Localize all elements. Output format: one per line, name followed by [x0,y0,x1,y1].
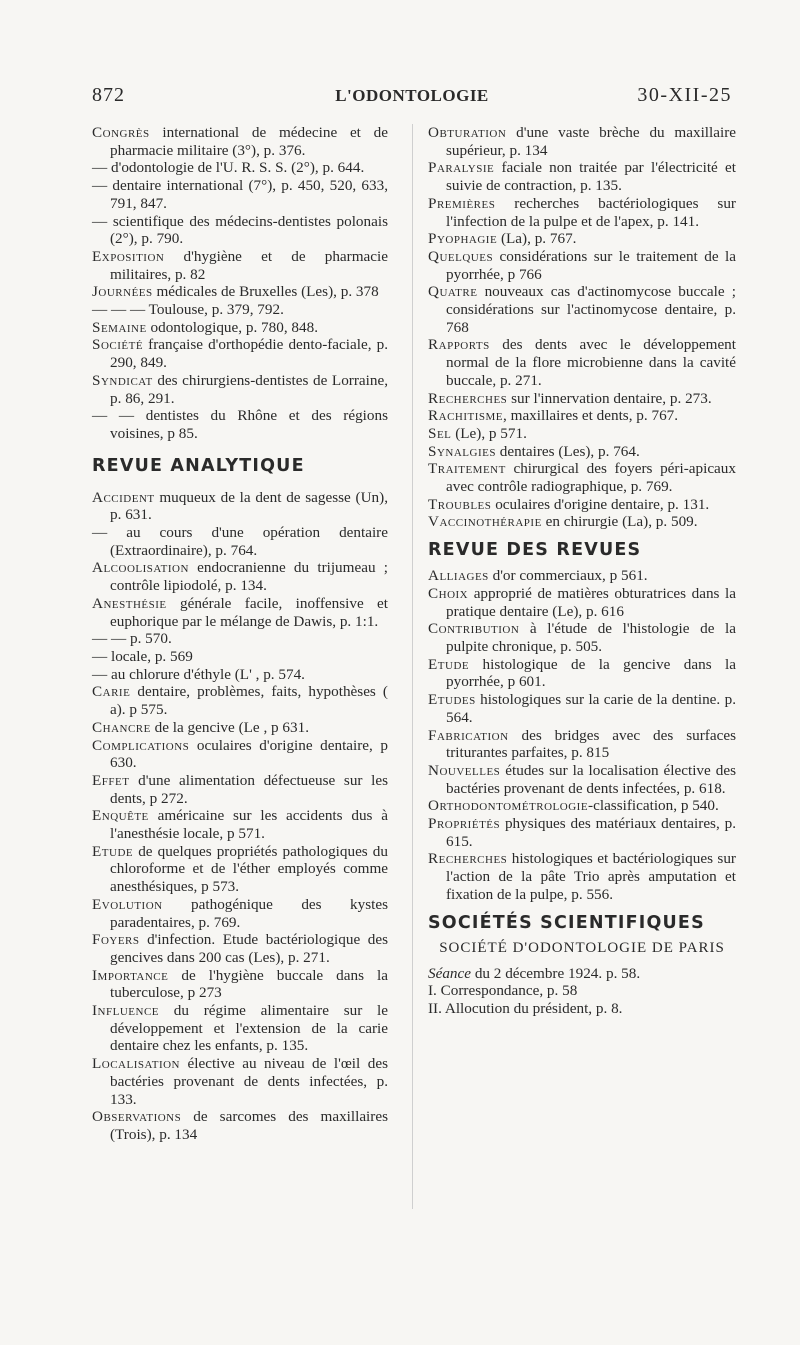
entry-keyword: Orthodontométrologie [428,797,589,815]
index-entry [428,159,736,194]
entry-text: française d'orthopédie dento-faciale, p. 290, 849. [110,336,388,372]
entry-keyword: Semaine [92,318,147,336]
entry-keyword: Chancre [92,718,151,736]
column-divider [412,124,413,1209]
entry-text: international de médecine et de pharmacie militaire (3°), p. 376. [110,124,388,159]
entry-keyword: Evolution [92,895,163,913]
index-list-revue-analytique [92,489,388,1144]
entry-text: de l'hygiène buccale dans la tuberculose, p 273 [110,966,388,1002]
entry-keyword: Traitement [428,460,506,478]
index-entry [92,301,388,319]
entry-text: d'hygiène et de pharmacie militaires, p. 82 [110,247,388,283]
index-entry [92,213,388,248]
entry-keyword: Carie [92,683,131,701]
entry-text: (La), p. 767. [497,230,577,248]
index-entry [428,656,736,691]
entry-keyword: Syndicat [92,371,153,389]
index-entry [428,248,736,283]
entry-keyword: Synalgies [428,442,496,460]
entry-keyword: Contribution [428,620,520,638]
index-entry [92,931,388,966]
entry-text: endocranienne du trijumeau ; contrôle lipiodolé, p. 134. [110,559,388,595]
entry-text: II. Allocution du président, p. 8. [428,999,623,1017]
entry-keyword: Société [92,336,144,354]
entry-text: d'or commerciaux, p 561. [488,567,648,585]
entry-text: physiques des matériaux dentaires, p. 615. [446,815,736,850]
entry-text: des chirurgiens-dentistes de Lorraine, p. 86, 291. [110,371,388,407]
entry-keyword: Pyophagie [428,230,498,248]
seance-line [428,965,736,983]
entry-keyword: Choix [428,584,469,602]
entry-keyword: Rachitisme [428,407,504,425]
entry-text: muqueux de la dent de sagesse (Un), p. 631. [110,488,388,524]
index-entry [92,407,388,442]
entry-text: -classification, p 540. [588,797,719,815]
entry-keyword: Effet [92,771,130,789]
entry-text: élective au niveau de l'œil des bactéries provenant de dents infectées, p. 133. [110,1055,388,1108]
entry-text: chirurgical des foyers péri-apicaux avec contrôle radiographique, p. 769. [446,460,736,496]
entry-text: — — — Toulouse, p. 379, 792. [92,301,284,319]
entry-text: histologique de la gencive dans la pyorrhée, p 601. [446,655,736,691]
entry-text: études sur la localisation élective des bactéries provenant de dents infectées, p. 618. [446,761,736,797]
entry-keyword: Alcoolisation [92,559,189,577]
journal-title: L'ODONTOLOGIE [335,86,489,105]
index-entry [92,248,388,283]
entry-text: pathogénique des kystes paradentaires, p. 769. [110,895,388,931]
index-entry [92,595,388,630]
entry-text: de la gencive (Le , p 631. [150,718,310,736]
entry-text: I. Correspondance, p. 58 [428,982,578,1000]
running-header [92,84,732,114]
entry-keyword: Troubles [428,495,492,513]
entry-keyword: Enquête [92,807,149,825]
entry-text: en chirurgie (La), p. 509. [541,513,698,531]
entry-keyword: Etudes [428,691,476,709]
index-entry [92,648,388,666]
entry-text: oculaires d'origine dentaire, p. 131. [491,495,710,513]
index-entry [428,283,736,336]
index-entry [428,230,736,248]
entry-keyword: Quatre [428,283,478,301]
index-entry [428,762,736,797]
entry-keyword: Localisation [92,1055,180,1073]
index-list-revue-analytique-cont [428,124,736,531]
index-entry [92,159,388,177]
entry-text: approprié de matières obturatrices dans la pratique dentaire (Le), p. 616 [446,584,736,620]
index-entry [428,124,736,159]
entry-text: oculaires d'origine dentaire, p 630. [110,736,388,772]
entry-text: — d'odontologie de l'U. R. S. S. (2°), p. 644. [92,159,365,177]
entry-keyword: Accident [92,488,155,506]
entry-text: à l'étude de l'histologie de la pulpite chronique, p. 505. [446,620,736,655]
entry-keyword: Recherches [428,850,508,868]
index-entry [428,850,736,903]
section-title-revue-des-revues: REVUE DES REVUES [428,540,642,561]
entry-keyword: Sel [428,424,452,442]
index-entry [92,336,388,371]
entry-text: des dents avec le développement normal de la flore microbienne dans la cavité buccale, p. 271. [446,336,736,389]
left-column [92,124,388,1144]
index-entry [92,807,388,842]
index-entry [428,443,736,461]
entry-text: sur l'innervation dentaire, p. 273. [507,389,712,407]
entry-text: américaine sur les accidents dus à l'anesthésie locale, p 571. [110,807,388,843]
entry-keyword: Quelques [428,247,494,265]
entry-text: faciale non traitée par l'électricité et suivie de contraction, p. 135. [446,159,736,195]
page-number: 872 [92,84,125,106]
entry-keyword: Foyers [92,931,140,949]
index-entry [428,336,736,389]
entry-keyword: Journées [92,283,153,301]
entry-keyword: Congrès [92,124,150,141]
index-entry [428,815,736,850]
entry-keyword: Premières [428,194,496,212]
index-entry [428,797,736,815]
index-entry [92,1002,388,1055]
entry-text: d'une vaste brèche du maxillaire supérieur, p. 134 [446,124,736,159]
index-entry [92,489,388,524]
index-entry [92,772,388,807]
index-entry [428,727,736,762]
index-entry [92,666,388,684]
entry-text: — — p. 570. [92,630,172,648]
index-entry [92,630,388,648]
section-title-revue-analytique: REVUE ANALYTIQUE [92,455,305,476]
entry-keyword: Nouvelles [428,761,501,779]
entry-keyword: Paralysie [428,159,495,177]
society-subheading: SOCIÉTÉ D'ODONTOLOGIE DE PARIS [439,939,725,956]
index-entry [428,567,736,585]
entry-keyword: Rapports [428,336,490,354]
entry-text: , maxillaires et dents, p. 767. [503,407,679,425]
index-entry [428,407,736,425]
entry-text: de quelques propriétés pathologiques du chloroforme et de l'éther employés comme anesthésiques, p 573. [110,842,388,896]
index-entry [92,1108,388,1143]
entry-text: — scientifique des médecins-dentistes polonais (2°), p. 790. [92,212,388,248]
entry-text: odontologique, p. 780, 848. [146,318,318,336]
entry-text: d'une alimentation défectueuse sur les dents, p 272. [110,771,388,807]
entry-text: — — dentistes du Rhône et des régions voisines, p 85. [92,407,388,442]
entry-keyword: Vaccinothérapie [428,513,542,531]
index-entry [92,283,388,301]
index-entry [428,513,736,531]
index-entry [92,559,388,594]
entry-text: considérations sur le traitement de la pyorrhée, p 766 [446,247,736,283]
index-entry [428,425,736,443]
index-entry [92,843,388,896]
index-entry [92,683,388,718]
index-list-revue-des-revues [428,567,736,903]
entry-text: — au chlorure d'éthyle (L' , p. 574. [92,665,305,683]
index-entry [92,1055,388,1108]
index-entry [428,585,736,620]
entry-text: d'infection. Etude bactériologique des gencives dans 200 cas (Les), p. 271. [110,931,388,966]
entry-keyword: Exposition [92,247,165,265]
entry-keyword: Importance [92,966,169,984]
entry-keyword: Influence [92,1002,160,1020]
index-entry [92,896,388,931]
entry-text: histologiques et bactériologiques sur l'action de la pâte Trio après amputation et fixation de la pulpe, p. 556. [446,850,736,903]
index-entry [92,967,388,1002]
seance-items [428,982,736,1017]
index-entry [428,496,736,514]
seance-label: Séance [428,964,472,982]
entry-keyword: Etude [92,842,134,860]
section-title-societes-scientifiques: SOCIÉTÉS SCIENTIFIQUES [428,912,705,933]
entry-keyword: Recherches [428,389,508,407]
entry-keyword: Etude [428,655,470,673]
entry-text: des bridges avec des surfaces triturantes parfaites, p. 815 [446,726,736,762]
entry-text: — dentaire international (7°), p. 450, 520, 633, 791, 847. [92,177,388,212]
entry-keyword: Anesthésie [92,594,167,612]
index-entry [428,620,736,655]
entry-text: nouveaux cas d'actinomycose buccale ; considérations sur l'actinomycose dentaire, p. 768 [446,283,736,336]
entry-keyword: Obturation [428,124,507,141]
index-entry [92,737,388,772]
index-entry [92,177,388,212]
right-column [428,124,736,1018]
entry-text: de sarcomes des maxillaires (Trois), p. 134 [110,1108,388,1143]
issue-date: 30-XII-25 [637,84,732,106]
entry-keyword: Complications [92,736,190,754]
entry-text: — au cours d'une opération dentaire (Extraordinaire), p. 764. [92,524,388,559]
index-entry [92,524,388,559]
entry-text: générale facile, inoffensive et euphorique par le mélange de Dawis, p. 1:1. [110,594,388,630]
index-entry [92,719,388,737]
index-entry [428,691,736,726]
index-entry [428,1000,736,1018]
index-entry [92,372,388,407]
entry-text: dentaires (Les), p. 764. [495,442,640,460]
entry-text: dentaire, problèmes, faits, hypothèses ( a). p 575. [110,683,388,719]
index-entry [428,195,736,230]
entry-keyword: Alliages [428,567,489,585]
entry-text: du régime alimentaire sur le développement et l'extension de la carie dentaire chez les enfants, p. 135. [110,1002,388,1055]
entry-keyword: Fabrication [428,726,509,744]
entry-text: médicales de Bruxelles (Les), p. 378 [152,283,379,301]
index-entry [428,390,736,408]
entry-keyword: Observations [92,1108,182,1126]
index-entry [92,124,388,159]
index-entry [428,460,736,495]
index-list-congres [92,124,388,443]
entry-text: (Le), p 571. [451,424,527,442]
index-entry [92,319,388,337]
entry-keyword: Propriétés [428,815,501,833]
entry-text: — locale, p. 569 [92,647,193,665]
seance-text: du 2 décembre 1924. p. 58. [471,964,641,982]
entry-text: recherches bactériologiques sur l'infection de la pulpe et de l'apex, p. 141. [446,194,736,230]
index-entry [428,982,736,1000]
entry-text: histologiques sur la carie de la dentine. p. 564. [446,691,736,726]
